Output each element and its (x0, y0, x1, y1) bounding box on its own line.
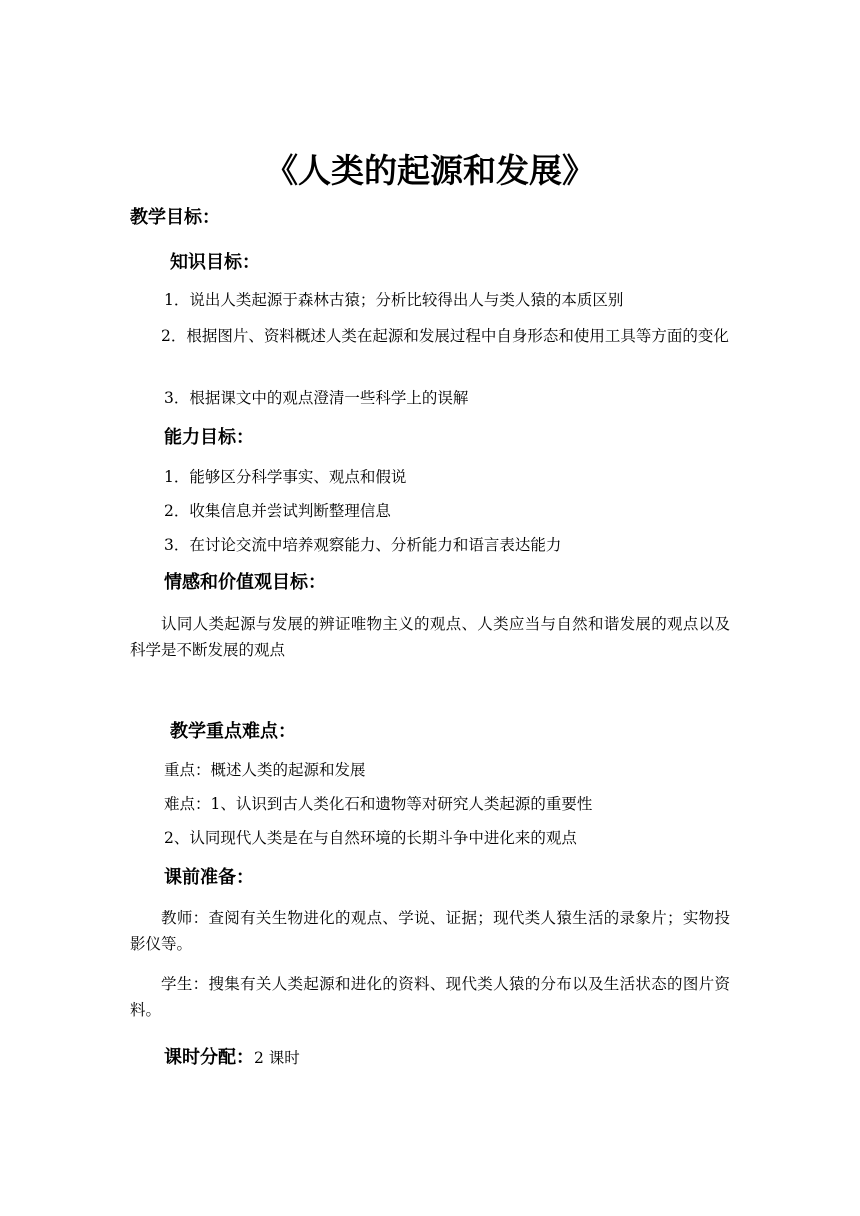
knowledge-item: 1．说出人类起源于森林古猿；分析比较得出人与类人猿的本质区别 (164, 291, 624, 309)
knowledge-item: 3．根据课文中的观点澄清一些科学上的误解 (164, 389, 469, 407)
emotion-text: 认同人类起源与发展的辨证唯物主义的观点、人类应当与自然和谐发展的观点以及科学是不断发展的观点 (130, 615, 730, 659)
schedule-line (164, 1044, 300, 1072)
document-title: 《人类的起源和发展》 (265, 151, 595, 190)
ability-item: 3．在讨论交流中培养观察能力、分析能力和语言表达能力 (164, 536, 562, 554)
knowledge-item: 2．根据图片、资料概述人类在起源和发展过程中自身形态和使用工具等方面的变化 (161, 327, 729, 345)
teacher-preparation: 教师：查阅有关生物进化的观点、学说、证据；现代类人猿生活的录象片；实物投影仪等。 (130, 909, 730, 953)
schedule-label: 课时分配： (164, 1047, 254, 1068)
objectives-heading: 教学目标： (130, 207, 220, 228)
ability-item: 2．收集信息并尝试判断整理信息 (164, 502, 391, 520)
schedule-value: 2 课时 (254, 1049, 300, 1067)
difficulty-text-2: 2、认同现代人类是在与自然环境的长期斗争中进化来的观点 (164, 829, 577, 847)
difficulty-text: 难点：1、认识到古人类化石和遗物等对研究人类起源的重要性 (164, 795, 593, 813)
ability-item: 1．能够区分科学事实、观点和假说 (164, 468, 407, 486)
key-points-heading: 教学重点难点： (170, 721, 296, 742)
knowledge-heading: 知识目标： (170, 252, 260, 273)
focus-text: 重点：概述人类的起源和发展 (164, 761, 366, 779)
ability-heading: 能力目标： (164, 427, 254, 448)
student-preparation: 学生：搜集有关人类起源和进化的资料、现代类人猿的分布以及生活状态的图片资料。 (130, 975, 730, 1019)
preparation-heading: 课前准备： (164, 867, 254, 888)
emotion-heading: 情感和价值观目标： (164, 572, 326, 593)
